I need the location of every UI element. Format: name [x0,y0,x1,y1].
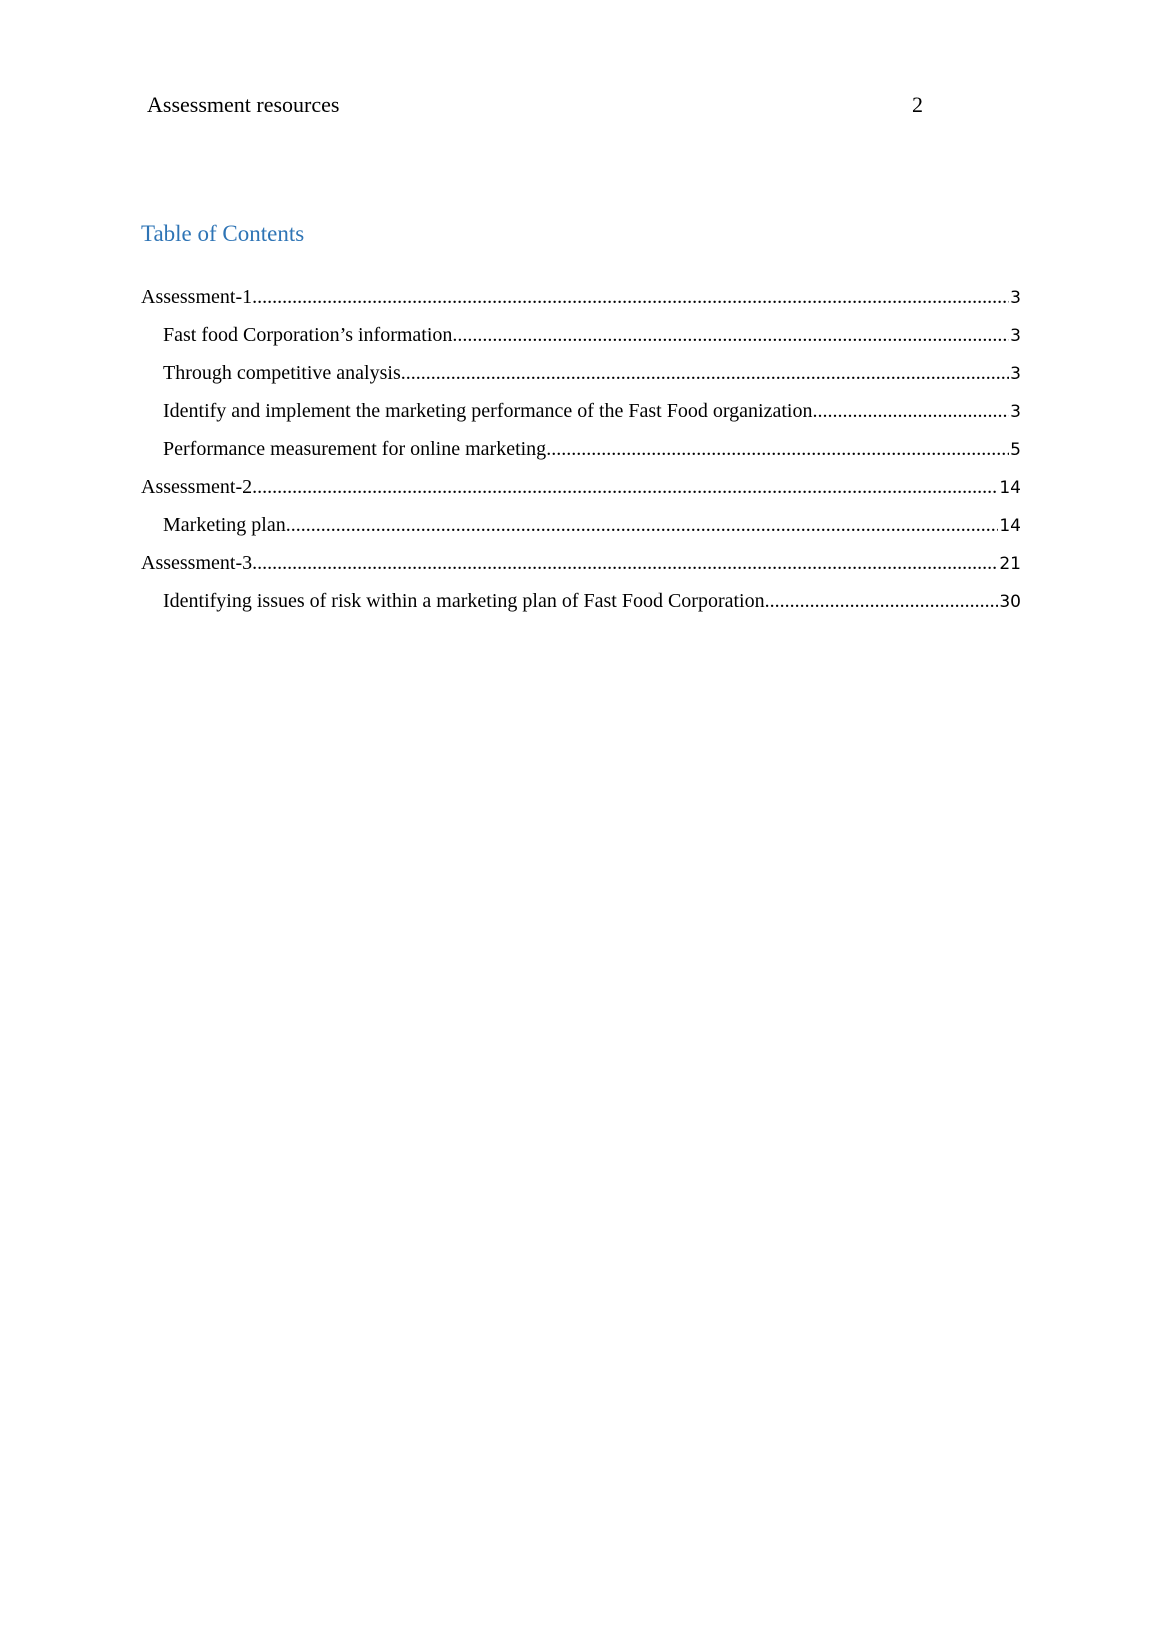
toc-heading: Table of Contents [141,221,305,246]
toc-entry-assessment-3[interactable] [141,548,1021,586]
toc-entry-page: 21 [999,554,1021,574]
toc-entry-page: 3 [1010,326,1021,346]
toc-entry-risk-issues[interactable] [141,586,1021,624]
toc-dot-leader [812,396,1009,426]
toc-entry-text: Assessment-2 [141,472,252,502]
toc-entry-assessment-2[interactable] [141,472,1021,510]
toc-entry-page: 3 [1010,364,1021,384]
toc-entry-fast-food-info[interactable] [141,320,1021,358]
toc-entry-page: 5 [1010,440,1021,460]
toc-entry-text: Fast food Corporation’s information [163,320,452,350]
toc-dot-leader [252,548,998,578]
toc-entry-marketing-plan[interactable] [141,510,1021,548]
toc-entry-page: 14 [999,516,1021,536]
toc-entry-text: Assessment-1 [141,282,252,312]
toc-entry-assessment-1[interactable] [141,282,1021,320]
toc-dot-leader [546,434,1009,464]
toc-dot-leader [452,320,1009,350]
toc-entry-page: 14 [999,478,1021,498]
toc-dot-leader [286,510,999,540]
toc-entry-text: Performance measurement for online marketing [163,434,546,464]
toc-dot-leader [252,282,1009,312]
toc-entry-performance-measurement[interactable] [141,434,1021,472]
toc-entry-marketing-performance[interactable] [141,396,1021,434]
toc-dot-leader [765,586,999,616]
toc-entry-text: Assessment-3 [141,548,252,578]
toc-entry-competitive-analysis[interactable] [141,358,1021,396]
table-of-contents [141,282,1021,624]
toc-entry-page: 3 [1010,288,1021,308]
toc-entry-text: Through competitive analysis [163,358,401,388]
toc-entry-text: Marketing plan [163,510,286,540]
toc-entry-text: Identify and implement the marketing performance of the Fast Food organization [163,396,812,426]
toc-entry-text: Identifying issues of risk within a marketing plan of Fast Food Corporation [163,586,765,616]
toc-dot-leader [252,472,998,502]
running-header-title: Assessment resources [147,92,340,117]
toc-entry-page: 30 [999,592,1021,612]
header-page-number: 2 [912,92,923,117]
toc-entry-page: 3 [1010,402,1021,422]
toc-dot-leader [401,358,1009,388]
